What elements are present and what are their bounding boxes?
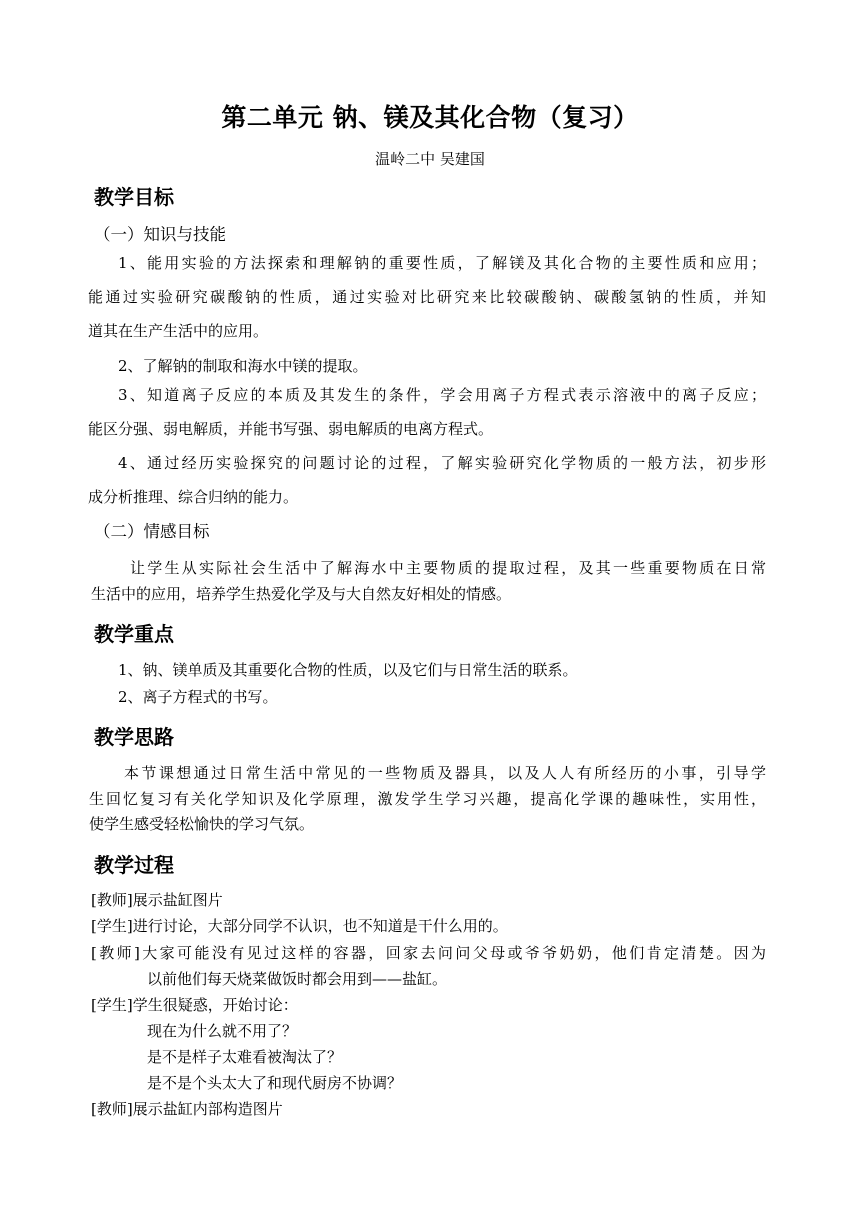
subheading-knowledge-skills: （一）知识与技能 <box>94 225 226 244</box>
paragraph-line: 成分析推理、综合归纳的能力。 <box>88 488 299 506</box>
dialogue-line: 以前他们每天烧菜做饭时都会用到——盐缸。 <box>147 970 448 988</box>
paragraph-line: 3、知道离子反应的本质及其发生的条件，学会用离子方程式表示溶液中的离子反应； <box>118 386 766 404</box>
paragraph-line: 1、能用实验的方法探索和理解钠的重要性质，了解镁及其化合物的主要性质和应用； <box>118 254 766 272</box>
paragraph-line: 生活中的应用，培养学生热爱化学及与大自然友好相处的情感。 <box>91 585 512 603</box>
paragraph-line: 生回忆复习有关化学知识及化学原理，激发学生学习兴趣，提高化学课的趣味性，实用性， <box>89 790 766 808</box>
dialogue-line: 是不是样子太难看被淘汰了？ <box>147 1048 343 1066</box>
paragraph-line: 2、了解钠的制取和海水中镁的提取。 <box>118 357 368 375</box>
dialogue-line: [教师]大家可能没有见过这样的容器，回家去问问父母或爷爷奶奶，他们肯定清楚。因为 <box>91 944 766 962</box>
dialogue-line: 是不是个头太大了和现代厨房不协调？ <box>147 1074 403 1092</box>
section-heading-key-points: 教学重点 <box>94 622 174 646</box>
section-heading-process: 教学过程 <box>94 853 174 877</box>
paragraph-line: 能区分强、弱电解质，并能书写强、弱电解质的电离方程式。 <box>88 420 494 438</box>
section-heading-goals: 教学目标 <box>94 185 174 209</box>
subheading-affective-goals: （二）情感目标 <box>94 522 210 541</box>
dialogue-line: 现在为什么就不用了？ <box>147 1022 298 1040</box>
author-line: 温岭二中 吴建国 <box>375 150 485 168</box>
dialogue-line: [学生]学生很疑惑，开始讨论： <box>91 996 298 1014</box>
paragraph-line: 能通过实验研究碳酸钠的性质，通过实验对比研究来比较碳酸钠、碳酸氢钠的性质，并知 <box>88 288 766 306</box>
paragraph-line: 让学生从实际社会生活中了解海水中主要物质的提取过程，及其一些重要物质在日常 <box>130 559 766 577</box>
list-item: 2、离子方程式的书写。 <box>118 688 278 706</box>
dialogue-line: [教师]展示盐缸图片 <box>91 891 223 909</box>
paragraph-line: 本节课想通过日常生活中常见的一些物质及器具，以及人人有所经历的小事，引导学 <box>124 764 766 782</box>
paragraph-line: 使学生感受轻松愉快的学习气氛。 <box>89 815 315 833</box>
list-item: 1、钠、镁单质及其重要化合物的性质，以及它们与日常生活的联系。 <box>118 661 578 679</box>
section-heading-approach: 教学思路 <box>94 725 174 749</box>
document-title: 第二单元 钠、镁及其化合物（复习） <box>221 103 639 132</box>
dialogue-line: [学生]进行讨论，大部分同学不认识，也不知道是干什么用的。 <box>91 917 508 935</box>
dialogue-line: [教师]展示盐缸内部构造图片 <box>91 1100 283 1118</box>
paragraph-line: 4、通过经历实验探究的问题讨论的过程，了解实验研究化学物质的一般方法，初步形 <box>118 454 766 472</box>
paragraph-line: 道其在生产生活中的应用。 <box>88 322 269 340</box>
